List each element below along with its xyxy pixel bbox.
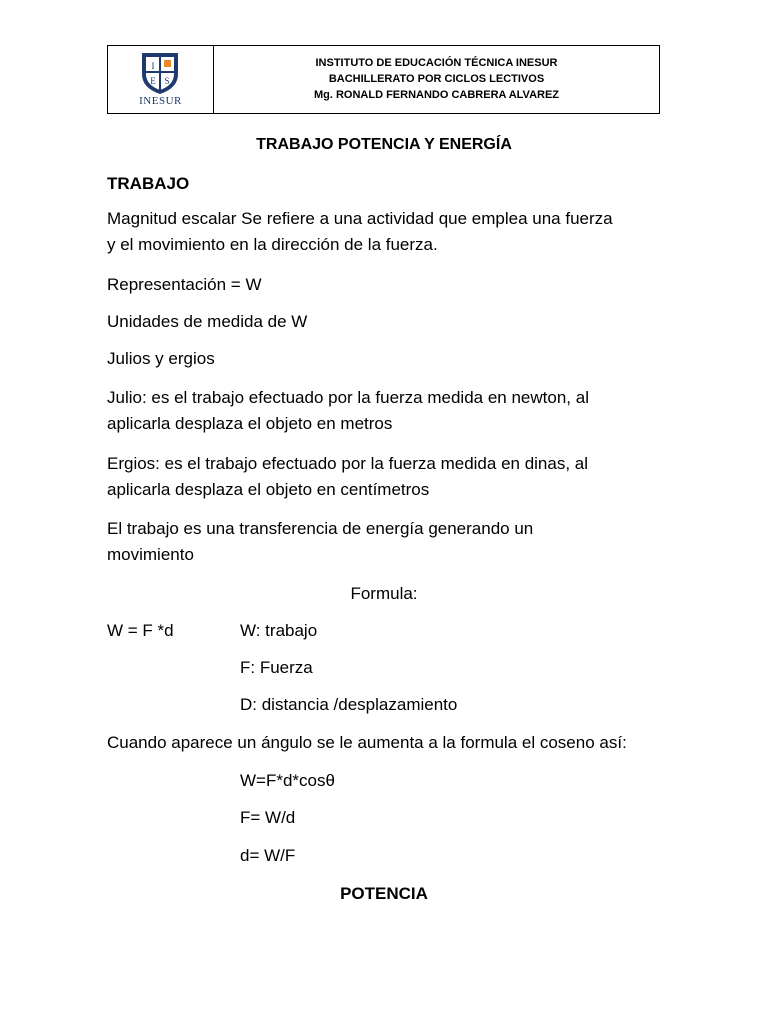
definition-paragraph bbox=[107, 206, 667, 258]
units-list-text: Julios y ergios bbox=[107, 349, 215, 368]
definition-line-1: Magnitud escalar Se refiere a una actividad que emplea una fuerza bbox=[107, 209, 613, 228]
teacher-name: Mg. RONALD FERNANDO CABRERA ALVAREZ bbox=[313, 89, 560, 101]
page-title: TRABAJO POTENCIA Y ENERGÍA bbox=[256, 136, 512, 153]
header-text bbox=[214, 55, 659, 103]
ergios-line-2: aplicarla desplaza el objeto en centímetros bbox=[107, 480, 430, 499]
logo-cell bbox=[108, 46, 214, 113]
logo-letter-e: E bbox=[150, 76, 156, 86]
julio-line-2: aplicarla desplaza el objeto en metros bbox=[107, 414, 393, 433]
definition-d: D: distancia /desplazamiento bbox=[240, 695, 458, 714]
definition-line-2: y el movimiento en la dirección de la fuerza. bbox=[107, 235, 438, 254]
representation-text: Representación = W bbox=[107, 275, 262, 294]
julio-line-1: Julio: es el trabajo efectuado por la fuerza medida en newton, al bbox=[107, 388, 589, 407]
ergios-line-1: Ergios: es el trabajo efectuado por la fuerza medida en dinas, al bbox=[107, 454, 589, 473]
inesur-shield-logo bbox=[134, 50, 186, 96]
document-header bbox=[107, 45, 660, 114]
section-heading-potencia: POTENCIA bbox=[340, 884, 428, 903]
energy-line-1: El trabajo es una transferencia de energía generando un bbox=[107, 519, 534, 538]
formula-label: Formula: bbox=[350, 584, 418, 603]
units-text: Unidades de medida de W bbox=[107, 312, 308, 331]
energy-transfer-paragraph bbox=[107, 516, 667, 568]
equation-force: F= W/d bbox=[240, 808, 296, 827]
equation-work-cos: W=F*d*cosθ bbox=[240, 771, 335, 790]
program-name: BACHILLERATO POR CICLOS LECTIVOS bbox=[328, 73, 545, 85]
julio-paragraph bbox=[107, 385, 667, 437]
angle-paragraph: Cuando aparece un ángulo se le aumenta a la formula el coseno así: bbox=[107, 733, 627, 752]
ergios-paragraph bbox=[107, 451, 667, 503]
logo-letter-s: S bbox=[164, 76, 170, 86]
formula-main: W = F *d bbox=[107, 621, 174, 640]
section-heading-trabajo: TRABAJO bbox=[107, 174, 190, 193]
energy-line-2: movimiento bbox=[107, 545, 194, 564]
definition-w: W: trabajo bbox=[240, 621, 318, 640]
equation-distance: d= W/F bbox=[240, 846, 296, 865]
logo-letter-i: I bbox=[151, 61, 155, 71]
definition-f: F: Fuerza bbox=[240, 658, 313, 677]
logo-wordmark: INESUR bbox=[139, 95, 182, 107]
institution-name: INSTITUTO DE EDUCACIÓN TÉCNICA INESUR bbox=[315, 57, 558, 69]
